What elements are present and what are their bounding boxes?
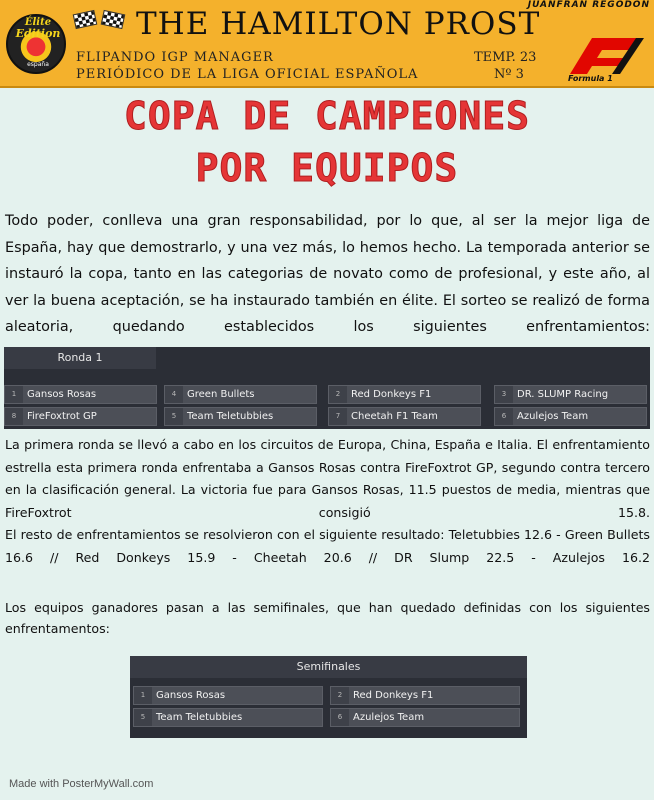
seed-number: 1 (5, 386, 23, 403)
team-slot (328, 407, 481, 426)
seed-number: 5 (134, 709, 152, 726)
subtitle-periodico: PERIÓDICO DE LA LIGA OFICIAL ESPAÑOLA (76, 67, 419, 82)
logo-text-bottom: españa (27, 61, 49, 68)
semifinal-tab: Semifinales (130, 656, 527, 678)
round1-match-4 (494, 385, 647, 429)
postermywall-credit: Made with PosterMyWall.com (9, 778, 154, 790)
team-slot (164, 385, 317, 404)
seed-number: 5 (165, 408, 183, 425)
team-name: Cheetah F1 Team (351, 411, 438, 422)
checkered-flag-left-icon (73, 10, 98, 29)
seed-number: 8 (5, 408, 23, 425)
team-slot (328, 385, 481, 404)
checkered-flags-icon (72, 10, 128, 36)
team-name: Team Teletubbies (156, 712, 243, 723)
masthead-banner (0, 0, 654, 88)
semifinal-bracket (130, 656, 527, 738)
report-paragraph-2: El resto de enfrentamientos se resolvieron con el siguiente resultado: Teletubbies 12.6 - Green Bullets 16.6 // Red Donkeys 15.9 - Cheetah 20.6 // DR Slump 22.5 - Azulejos 16.2 (5, 527, 650, 565)
round1-tab: Ronda 1 (4, 347, 156, 369)
seed-number: 3 (495, 386, 513, 403)
round1-match-3 (328, 385, 481, 429)
seed-number: 6 (495, 408, 513, 425)
round1-report (5, 434, 650, 569)
round1-match-2 (164, 385, 317, 429)
semifinal-match-1 (133, 686, 323, 730)
subtitle-manager: FLIPANDO IGP MANAGER (76, 50, 274, 65)
team-name: Red Donkeys F1 (353, 690, 434, 701)
semifinal-match-2 (330, 686, 520, 730)
round1-match-1 (4, 385, 157, 429)
team-name: Azulejos Team (517, 411, 589, 422)
team-slot (494, 385, 647, 404)
formula1-caption: Formula 1 (568, 74, 613, 83)
team-slot (164, 407, 317, 426)
article-title-line1: COPA DE CAMPEONES (124, 94, 530, 138)
team-name: Gansos Rosas (156, 690, 226, 701)
seed-number: 1 (134, 687, 152, 704)
logo-text-top: Élite (24, 17, 52, 28)
intro-paragraph: Todo poder, conlleva una gran responsabilidad, por lo que, al ser la mejor liga de España, hay que demostrarlo, y una vez más, lo hemos hecho. La temporada anterior se instauró la copa, tanto en las categorias de novato como de profesional, y este año, al ver la buena aceptación, se ha instaurado también en élite. El sorteo se realizó de forma aleatoria, quedando establecidos los siguientes enfrentamientos: (5, 213, 650, 335)
season-number: TEMP. 23 (474, 50, 537, 65)
round1-bracket (4, 347, 650, 429)
article-title-line2: POR EQUIPOS (195, 146, 459, 190)
team-slot (133, 686, 323, 705)
team-name: Red Donkeys F1 (351, 389, 432, 400)
team-slot (494, 407, 647, 426)
team-name: Team Teletubbies (187, 411, 274, 422)
seed-number: 7 (329, 408, 347, 425)
team-slot (330, 708, 520, 727)
report-paragraph-1: La primera ronda se llevó a cabo en los circuitos de Europa, China, España e Italia. El enfrentamiento estrella esta primera ronda enfrentaba a Gansos Rosas contra FireFoxtrot GP, segundo contra tercero en la clasificación general. La victoria fue para Gansos Rosas, 11.5 puestos de media, mientras que FireFoxtrot consigió 15.8. (5, 437, 650, 520)
newspaper-name: THE HAMILTON PROST (136, 6, 541, 42)
team-name: Azulejos Team (353, 712, 425, 723)
elite-edition-logo (6, 14, 66, 74)
checkered-flag-right-icon (101, 10, 126, 29)
semis-intro-paragraph: Los equipos ganadores pasan a las semifinales, que han quedado definidas con los siguientes enfrentamentos: (5, 600, 650, 636)
team-name: Green Bullets (187, 389, 255, 400)
author-name: JUANFRAN REGODON (527, 0, 650, 10)
seed-number: 6 (331, 709, 349, 726)
team-slot (330, 686, 520, 705)
seed-number: 2 (331, 687, 349, 704)
team-name: DR. SLUMP Racing (517, 389, 609, 400)
seed-number: 4 (165, 386, 183, 403)
team-name: Gansos Rosas (27, 389, 97, 400)
issue-number: Nº 3 (494, 67, 524, 82)
team-name: FireFoxtrot GP (27, 411, 97, 422)
team-slot (4, 407, 157, 426)
seed-number: 2 (329, 386, 347, 403)
logo-text-mid: Edition (15, 27, 61, 40)
team-slot (4, 385, 157, 404)
team-slot (133, 708, 323, 727)
